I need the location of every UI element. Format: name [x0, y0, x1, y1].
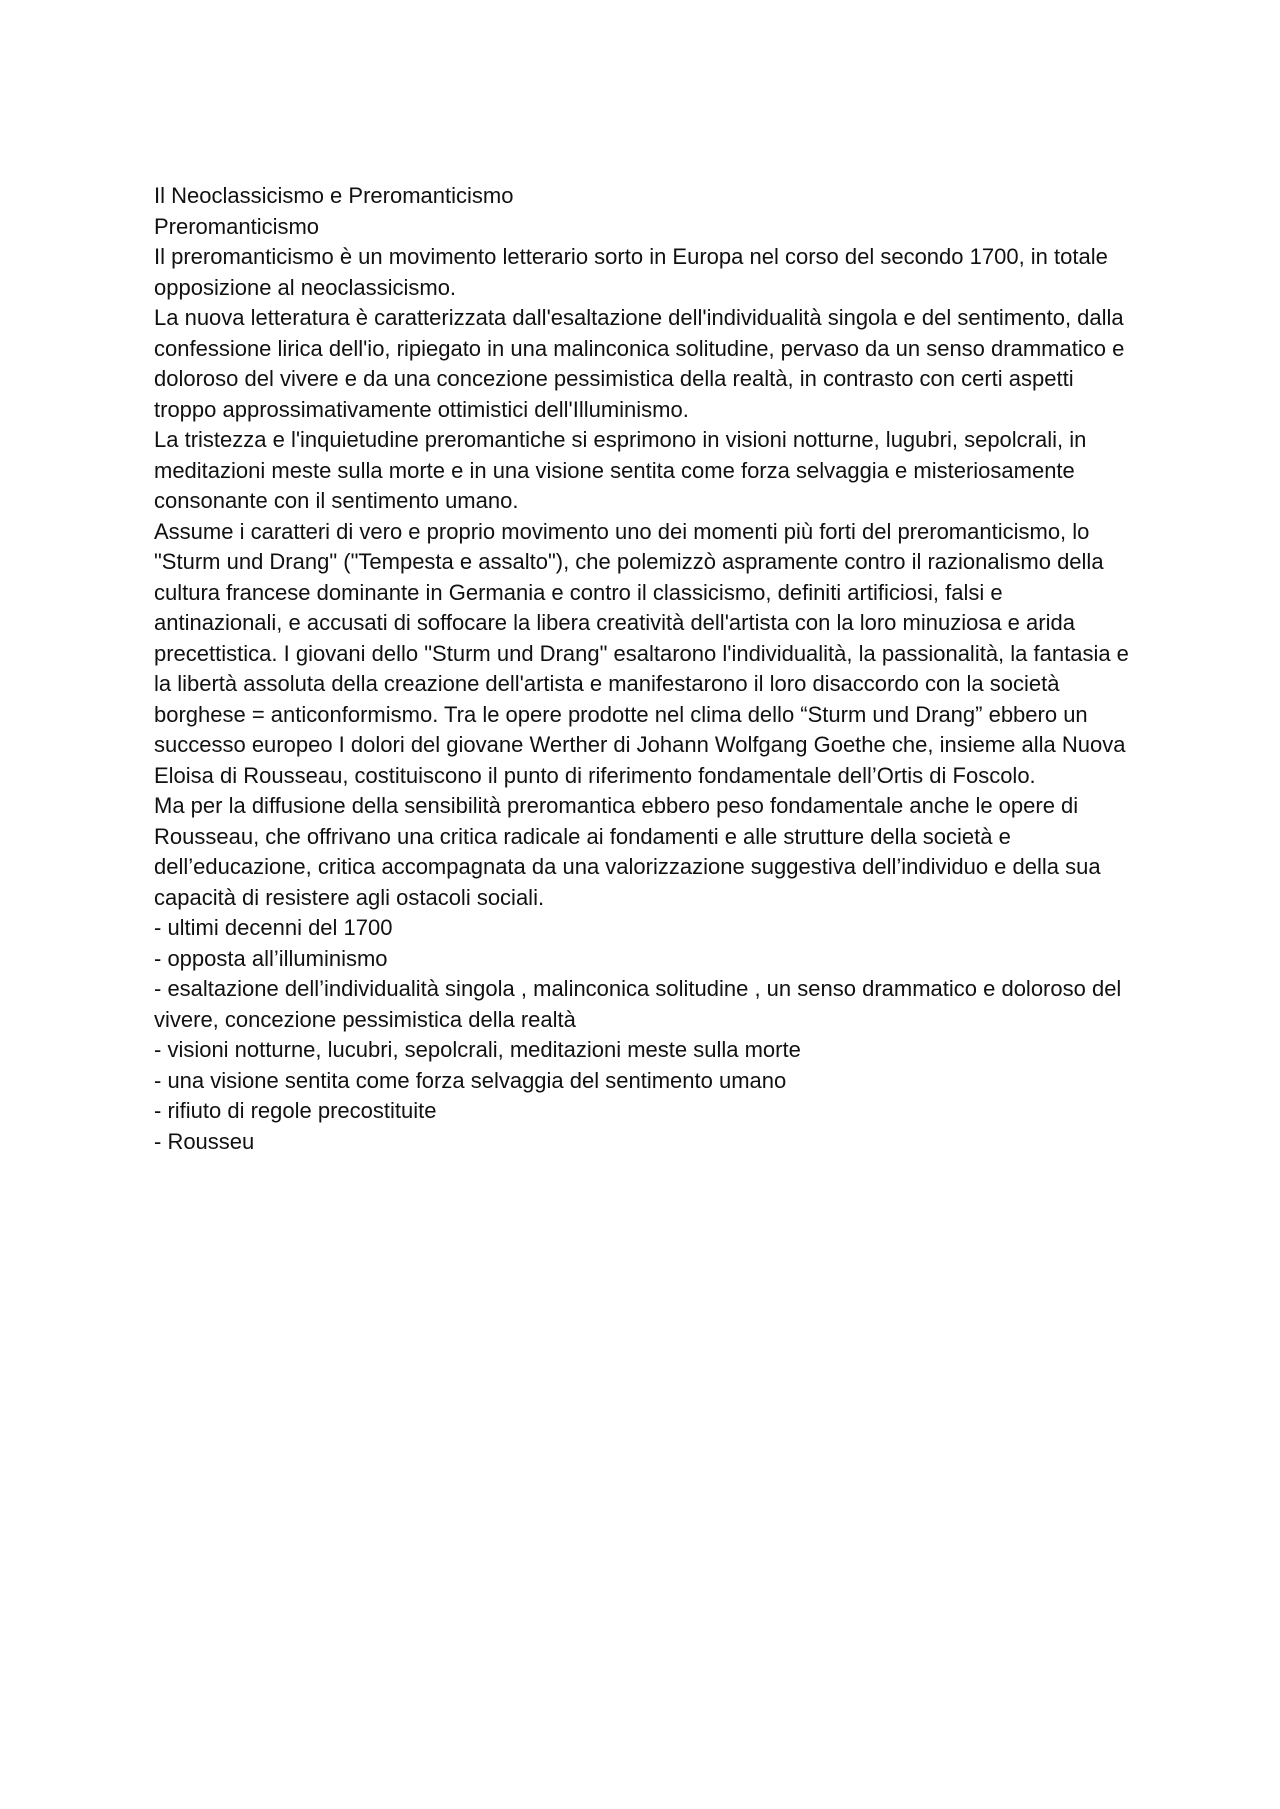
paragraph-intro: Il preromanticismo è un movimento letterario sorto in Europa nel corso del secondo 1700, in totale opposizione al neoclassicismo.	[154, 244, 1108, 300]
list-item: - esaltazione dell’individualità singola , malinconica solitudine , un senso drammatico e doloroso del vivere, concezione pessimistica della realtà	[154, 976, 1122, 1032]
list-item: - Rousseu	[154, 1128, 255, 1154]
list-item: - visioni notturne, lucubri, sepolcrali, meditazioni meste sulla morte	[154, 1037, 801, 1062]
document-title: Il Neoclassicismo e Preromanticismo	[154, 183, 514, 208]
paragraph-sturm-und-drang: Assume i caratteri di vero e proprio movimento uno dei momenti più forti del preromanticismo, lo "Sturm und Drang" ("Tempesta e assalto"), che polemizzò aspramente contro il razionalismo della cultura francese dominante in Germania e contro il classicismo, definiti artificiosi, falsi e antinazionali, e accusati di soffocare la libera creatività dell'artista con la loro minuziosa e arida precettistica. I giovani dello "Sturm und Drang" esaltarono l'individualità, la passionalità, la fantasia e la libertà assoluta della creazione dell'artista e manifestarono il loro disaccordo con la società borghese = anticonformismo. Tra le opere prodotte nel clima dello “Sturm und Drang” ebbero un successo europeo I dolori del giovane Werther di Johann Wolfgang Goethe che, insieme alla Nuova Eloisa di Rousseau, costituiscono il punto di riferimento fondamentale dell’Ortis di Foscolo.	[154, 518, 1129, 788]
list-item: - una visione sentita come forza selvaggia del sentimento umano	[154, 1067, 787, 1093]
paragraph-new-literature: La nuova letteratura è caratterizzata dall'esaltazione dell'individualità singola e del sentimento, dalla confessione lirica dell'io, ripiegato in una malinconica solitudine, pervaso da un senso drammatico e doloroso del vivere e da una concezione pessimistica della realtà, in contrasto con certi aspetti troppo approssimativamente ottimistici dell'Illuminismo.	[154, 305, 1125, 422]
section-heading: Preromanticismo	[154, 213, 320, 239]
list-item: - opposta all’illuminismo	[154, 945, 388, 971]
list-item: - rifiuto di regole precostituite	[154, 1098, 437, 1123]
paragraph-rousseau: Ma per la diffusione della sensibilità preromantica ebbero peso fondamentale anche le opere di Rousseau, che offrivano una critica radicale ai fondamenti e alle strutture della società e dell’educazione, critica accompagnata da una valorizzazione suggestiva dell’individuo e della sua capacità di resistere agli ostacoli sociali.	[154, 793, 1101, 910]
paragraph-sadness: La tristezza e l'inquietudine preromantiche si esprimono in visioni notturne, lugubri, sepolcrali, in meditazioni meste sulla morte e in una visione sentita come forza selvaggia e misteriosamente consonante con il sentimento umano.	[154, 427, 1087, 513]
list-item: - ultimi decenni del 1700	[154, 915, 393, 940]
summary-list	[154, 913, 1134, 1157]
document-page	[154, 181, 1134, 1157]
